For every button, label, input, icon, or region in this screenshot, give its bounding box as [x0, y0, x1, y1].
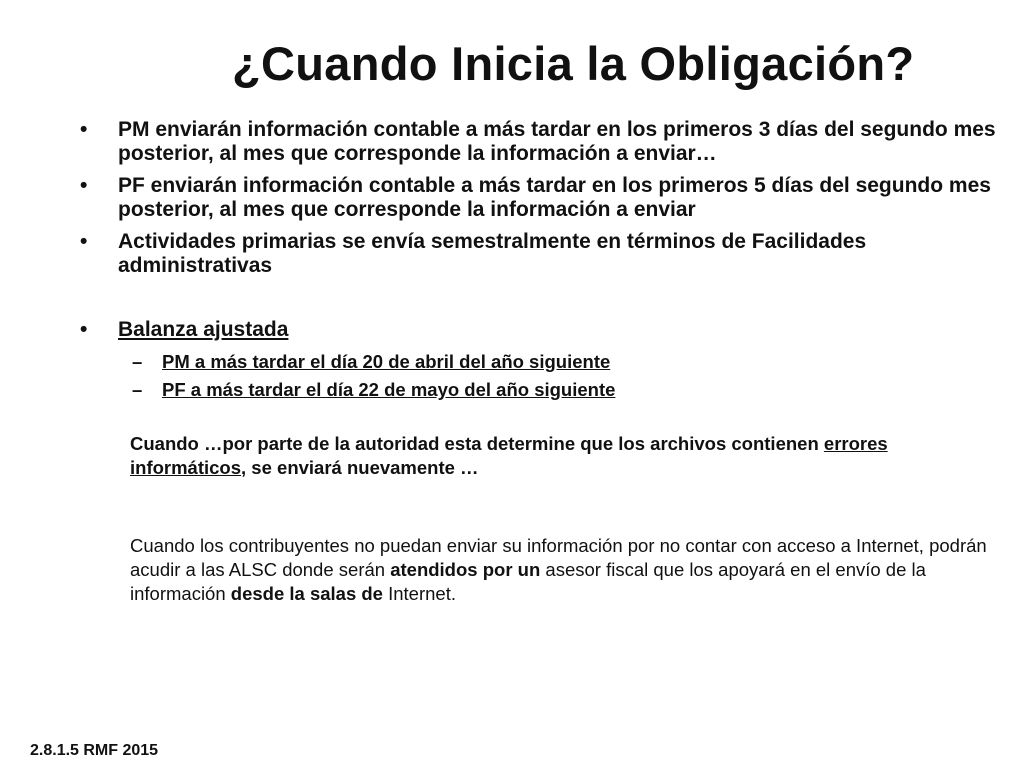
note-text: Cuando los contribuyentes no puedan enviar su información por no contar con acceso a Internet, podrán acudir a las ALSC donde serán [130, 535, 987, 580]
bullet-item-balanza [80, 318, 1008, 342]
note-text: Internet. [382, 583, 456, 604]
note-bold-text: desde la salas de [230, 583, 383, 604]
sub-item [132, 350, 1008, 374]
bullet-text: Actividades primarias se envía semestralmente en términos de Facilidades administrativas [118, 230, 867, 277]
slide-title: ¿Cuando Inicia la Obligación? [232, 37, 915, 90]
note-text: Cuando …por parte de la autoridad esta determine que los archivos contienen [130, 433, 824, 454]
sub-item-text: PF a más tardar el día 22 de mayo del año siguiente [162, 379, 616, 400]
sub-item-text: PM a más tardar el día 20 de abril del año siguiente [162, 351, 611, 372]
dash-icon: – [132, 351, 143, 372]
bullet-icon: • [80, 230, 88, 253]
note-text: , se enviará nuevamente … [241, 457, 479, 478]
footer-reference: 2.8.1.5 RMF 2015 [30, 742, 159, 759]
note-underlined-text: errores informáticos [130, 433, 888, 478]
bullet-item [80, 230, 1008, 278]
bullet-text: PM enviarán información contable a más tardar en los primeros 3 días del segundo mes posterior, al mes que corresponde la información a enviar… [118, 118, 996, 165]
slide-body [80, 118, 1008, 606]
bullet-item [80, 174, 1008, 222]
balanza-label: Balanza ajustada [118, 318, 289, 341]
dash-icon: – [132, 379, 143, 400]
sub-item [132, 378, 1008, 402]
bullet-text: PF enviarán información contable a más tardar en los primeros 5 días del segundo mes posterior, al mes que corresponde la información a enviar [118, 174, 991, 221]
bullet-icon: • [80, 118, 88, 141]
note-errores [130, 432, 1008, 480]
bullet-icon: • [80, 174, 88, 197]
note-text: asesor fiscal que los apoyará en el envío de la información [130, 559, 926, 604]
note-bold-text: atendidos por un [390, 559, 541, 580]
bullet-icon: • [80, 318, 88, 341]
note-internet [130, 534, 1008, 606]
bullet-item [80, 118, 1008, 166]
